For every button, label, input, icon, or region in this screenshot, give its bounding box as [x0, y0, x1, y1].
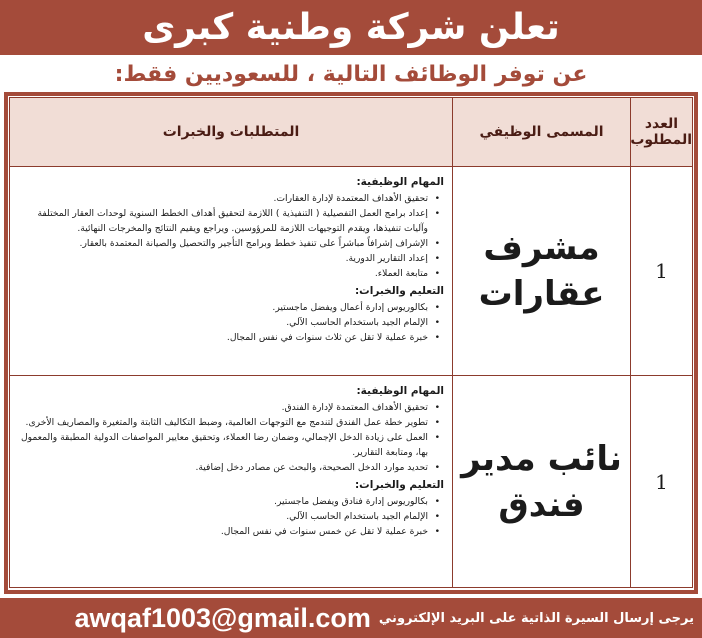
job-requirements — [10, 167, 453, 376]
ad-title: تعلن شركة وطنية كبرى — [142, 7, 560, 48]
education-heading: التعليم والخبرات: — [354, 285, 444, 297]
duties-heading: المهام الوظيفية: — [356, 176, 444, 188]
jobs-table — [9, 97, 693, 588]
list-item: • الإلمام الجيد باستخدام الحاسب الآلي. — [16, 509, 428, 524]
education-heading: التعليم والخبرات: — [354, 479, 444, 491]
job-title-line: فندق — [498, 484, 585, 525]
education-list — [16, 494, 444, 539]
job-title — [453, 376, 631, 588]
job-title — [453, 167, 631, 376]
ad-subtitle — [0, 60, 702, 88]
list-item: • بكالوريوس إدارة أعمال ويفضل ماجستير. — [16, 300, 428, 315]
table-row — [10, 167, 693, 376]
title-banner — [0, 0, 702, 55]
header-count: العدد المطلوب — [631, 98, 693, 167]
duties-heading: المهام الوظيفية: — [356, 385, 444, 397]
list-item: • خبرة عملية لا تقل عن ثلاث سنوات في نفس المجال. — [16, 330, 428, 345]
job-count: 1 — [631, 167, 693, 376]
list-item: • الإلمام الجيد باستخدام الحاسب الآلي. — [16, 315, 428, 330]
list-item: • إعداد التقارير الدورية. — [16, 251, 428, 266]
list-item: • تحديد موارد الدخل الصحيحة، والبحث عن مصادر دخل إضافية. — [16, 460, 428, 475]
job-title-line: نائب مدير — [461, 438, 622, 479]
job-title-line: مشرف — [483, 228, 600, 268]
list-item: • متابعة العملاء. — [16, 266, 428, 281]
apply-instruction: يرجى إرسال السيرة الذاتية على البريد الإلكتروني — [378, 610, 694, 626]
job-requirements — [10, 376, 453, 588]
contact-email[interactable]: awqaf1003@gmail.com — [74, 602, 371, 633]
ad-subtitle-text: عن توفر الوظائف التالية ، للسعوديين فقط: — [114, 61, 588, 87]
list-item: • تطوير خطة عمل الفندق لتندمج مع التوجهات العالمية، وضبط التكاليف الثابتة والمتغيرة والمصاريف الأخرى. — [16, 415, 428, 430]
list-item: • الإشراف إشرافاً مباشراً على تنفيذ خطط وبرامج التأجير والتحصيل والصيانة المعتمدة بالعقار. — [16, 236, 428, 251]
job-count: 1 — [631, 376, 693, 588]
duties-list — [16, 400, 444, 475]
duties-list — [16, 191, 444, 281]
header-title: المسمى الوظيفي — [453, 98, 631, 167]
footer-bar — [0, 598, 702, 638]
table-header-row — [10, 98, 693, 167]
job-title-line: عقارات — [478, 274, 605, 314]
list-item: • تحقيق الأهداف المعتمدة لإدارة العقارات. — [16, 191, 428, 206]
list-item: • إعداد برامج العمل التفصيلية ( التنفيذية ) اللازمة لتحقيق أهداف الخطط السنوية لوحدات العقار المختلفة وآليات تنفيذها، ويقدم التوجيهات اللازمة للمرؤوسين. ويراجع ويقيم النتائج والمخرجات النهائية. — [16, 206, 428, 236]
list-item: • بكالوريوس إدارة فنادق ويفضل ماجستير. — [16, 494, 428, 509]
list-item: • تحقيق الأهداف المعتمدة لإدارة الفندق. — [16, 400, 428, 415]
list-item: • خبرة عملية لا تقل عن خمس سنوات في نفس المجال. — [16, 524, 428, 539]
education-list — [16, 300, 444, 345]
table-row — [10, 376, 693, 588]
header-requirements: المتطلبات والخبرات — [10, 98, 453, 167]
list-item: • العمل على زيادة الدخل الإجمالي، وضمان رضا العملاء، وتحقيق معايير المواصفات الدولية المطبقة والمعمول بها، ومتابعة التقارير. — [16, 430, 428, 460]
